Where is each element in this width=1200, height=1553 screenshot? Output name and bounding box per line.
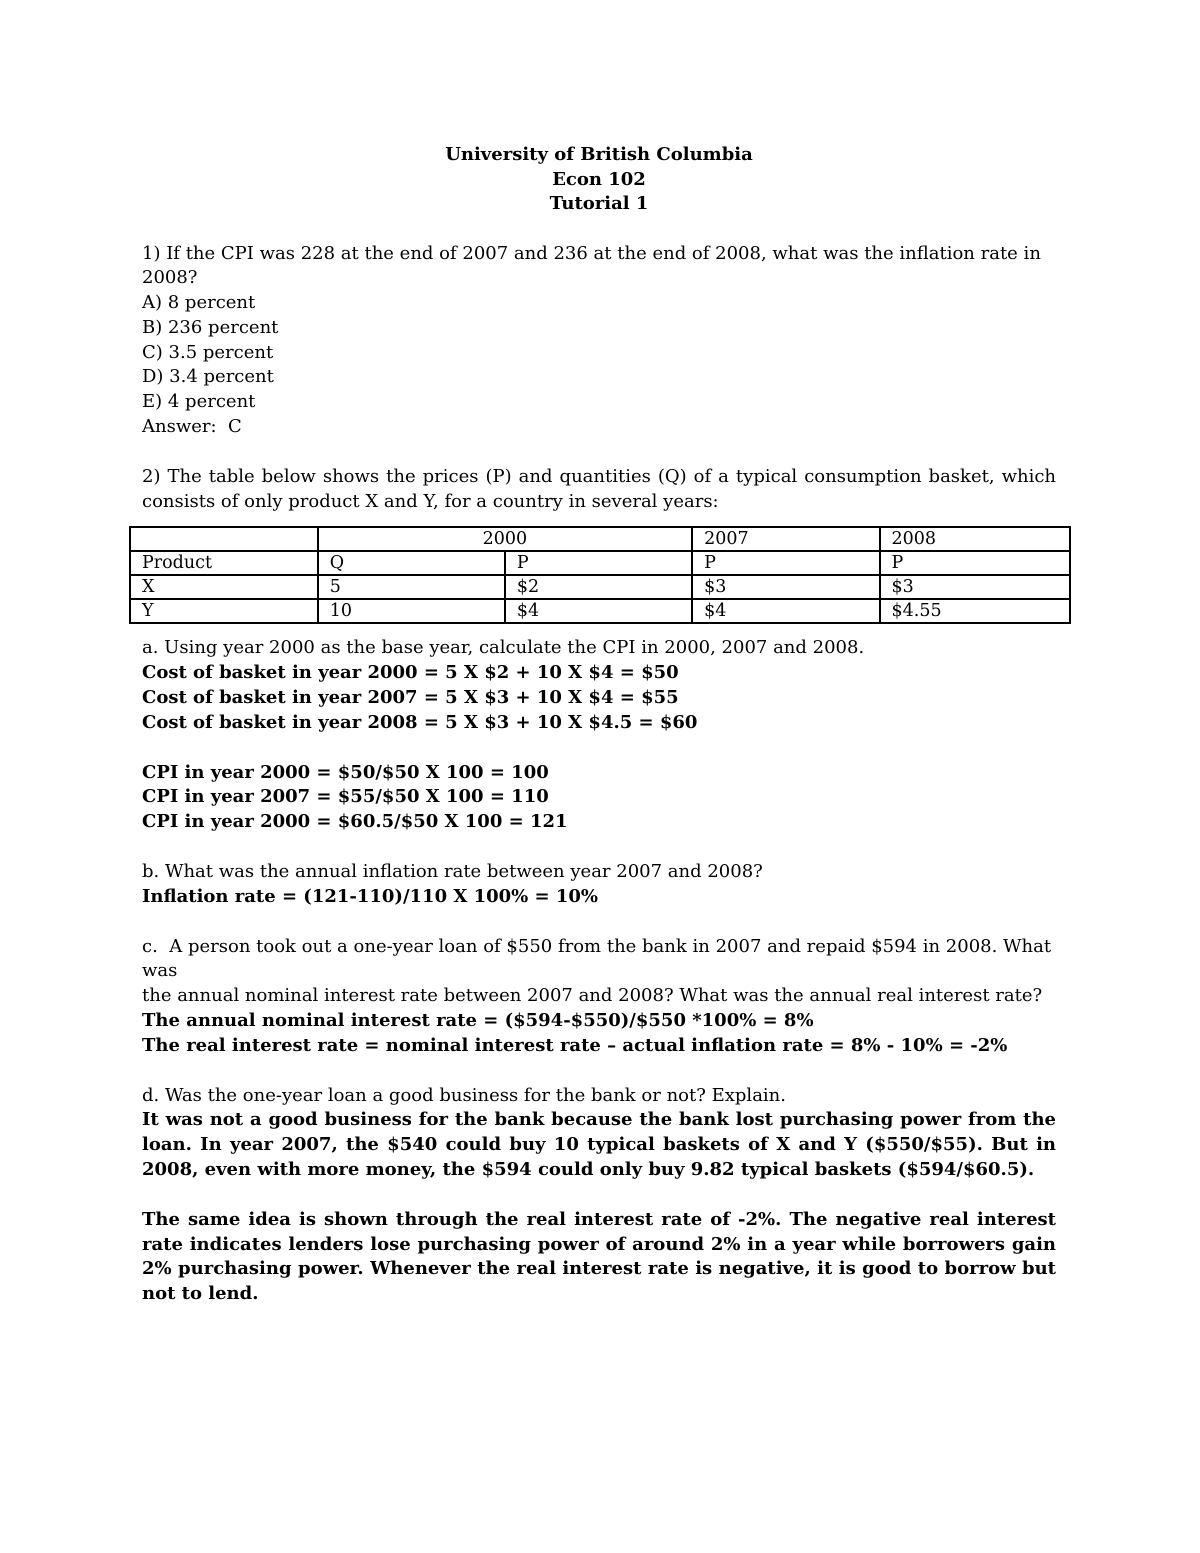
table-cell (130, 527, 318, 551)
option-e: E) 4 percent (142, 391, 256, 413)
spacer (142, 910, 1056, 935)
spacer (142, 217, 1056, 242)
table-cell: P (692, 551, 879, 575)
table-cell: X (130, 575, 318, 599)
price-quantity-table (129, 526, 1071, 624)
cpi-line: CPI in year 2000 = $50/$50 X 100 = 100 (142, 761, 549, 783)
cost-line: Cost of basket in year 2000 = 5 X $2 + 10 X $4 = $50 (142, 662, 679, 684)
table-cell: $4 (505, 599, 692, 623)
question-1 (142, 242, 1056, 440)
question-2-intro: 2) The table below shows the prices (P) and quantities (Q) of a typical consumption basket, which consists of only product X and Y, for a country in several years: (142, 465, 1062, 512)
spacer (142, 835, 1056, 860)
part-a (142, 636, 1056, 835)
table-cell: P (505, 551, 692, 575)
course-title: Econ 102 (552, 168, 646, 190)
part-c (142, 935, 1056, 1059)
cost-line: Cost of basket in year 2008 = 5 X $3 + 10 X $4.5 = $60 (142, 711, 698, 733)
part-d-question: d. Was the one-year loan a good business for the bank or not? Explain. (142, 1084, 786, 1106)
tutorial-title: Tutorial 1 (549, 193, 649, 214)
table-cell: 5 (318, 575, 505, 599)
table-cell: Q (318, 551, 505, 575)
part-b-question: b. What was the annual inflation rate between year 2007 and 2008? (142, 861, 763, 883)
part-c-answer-real: The real interest rate = nominal interest rate – actual inflation rate = 8% - 10% = -2% (142, 1034, 1008, 1056)
question-2 (142, 465, 1063, 1307)
cost-line: Cost of basket in year 2007 = 5 X $3 + 10 X $4 = $55 (142, 687, 679, 709)
university-title: University of British Columbia (445, 144, 753, 165)
spacer (142, 1183, 1056, 1208)
option-c: C) 3.5 percent (142, 341, 274, 363)
question-1-answer: Answer: C (142, 416, 242, 438)
cpi-line: CPI in year 2007 = $55/$50 X 100 = 110 (142, 786, 549, 808)
table-cell: Y (130, 599, 318, 623)
table-cell: 10 (318, 599, 505, 623)
spacer (142, 736, 1056, 761)
table-cell: $4 (692, 599, 879, 623)
table-cell: Product (130, 551, 318, 575)
document-page (142, 143, 1063, 1307)
cpi-line: CPI in year 2000 = $60.5/$50 X 100 = 121 (142, 811, 568, 833)
table-column-header-row (130, 551, 1070, 575)
table-cell-year-2008: 2008 (880, 527, 1070, 551)
table-cell: $2 (505, 575, 692, 599)
table-cell-year-2000: 2000 (318, 527, 692, 551)
part-c-answer-nominal: The annual nominal interest rate = ($594-$550)/$550 *100% = 8% (142, 1010, 814, 1032)
option-d: D) 3.4 percent (142, 366, 274, 388)
table-row (130, 575, 1070, 599)
document-header (142, 143, 1056, 217)
option-a: A) 8 percent (142, 292, 256, 314)
part-b-answer: Inflation rate = (121-110)/110 X 100% = 10% (142, 885, 599, 907)
part-d (142, 1084, 1063, 1307)
table-cell: $3 (880, 575, 1070, 599)
table-cell: $3 (692, 575, 879, 599)
table-row (130, 599, 1070, 623)
part-c-question: the annual nominal interest rate between 2007 and 2008? What was the annual real interest rate? (142, 985, 1043, 1007)
part-d-answer-paragraph: It was not a good business for the bank because the bank lost purchasing power from the loan. In year 2007, the $540 could buy 10 typical baskets of X and Y ($550/$55). But in 2008, even with more money, the $594 could only buy 9.82 typical baskets ($594/$60.5). (142, 1109, 1063, 1181)
part-c-question: c. A person took out a one-year loan of $550 from the bank in 2007 and repaid $594 in 2008. What was (142, 935, 1057, 982)
option-b: B) 236 percent (142, 316, 279, 338)
table-cell: $4.55 (880, 599, 1070, 623)
part-a-question: a. Using year 2000 as the base year, calculate the CPI in 2000, 2007 and 2008. (142, 637, 865, 659)
table-cell: P (880, 551, 1070, 575)
spacer (142, 1059, 1056, 1084)
question-1-text: 1) If the CPI was 228 at the end of 2007 and 236 at the end of 2008, what was the inflation rate in 2008? (142, 242, 1047, 289)
spacer (142, 440, 1056, 465)
part-b (142, 860, 1056, 910)
table-cell-year-2007: 2007 (692, 527, 879, 551)
part-d-answer-paragraph: The same idea is shown through the real interest rate of -2%. The negative real interest rate indicates lenders lose purchasing power of around 2% in a year while borrowers gain 2% purchasing power. Whenever the real interest rate is negative, it is good to borrow but not to lend. (142, 1208, 1063, 1305)
table-year-header-row (130, 527, 1070, 551)
